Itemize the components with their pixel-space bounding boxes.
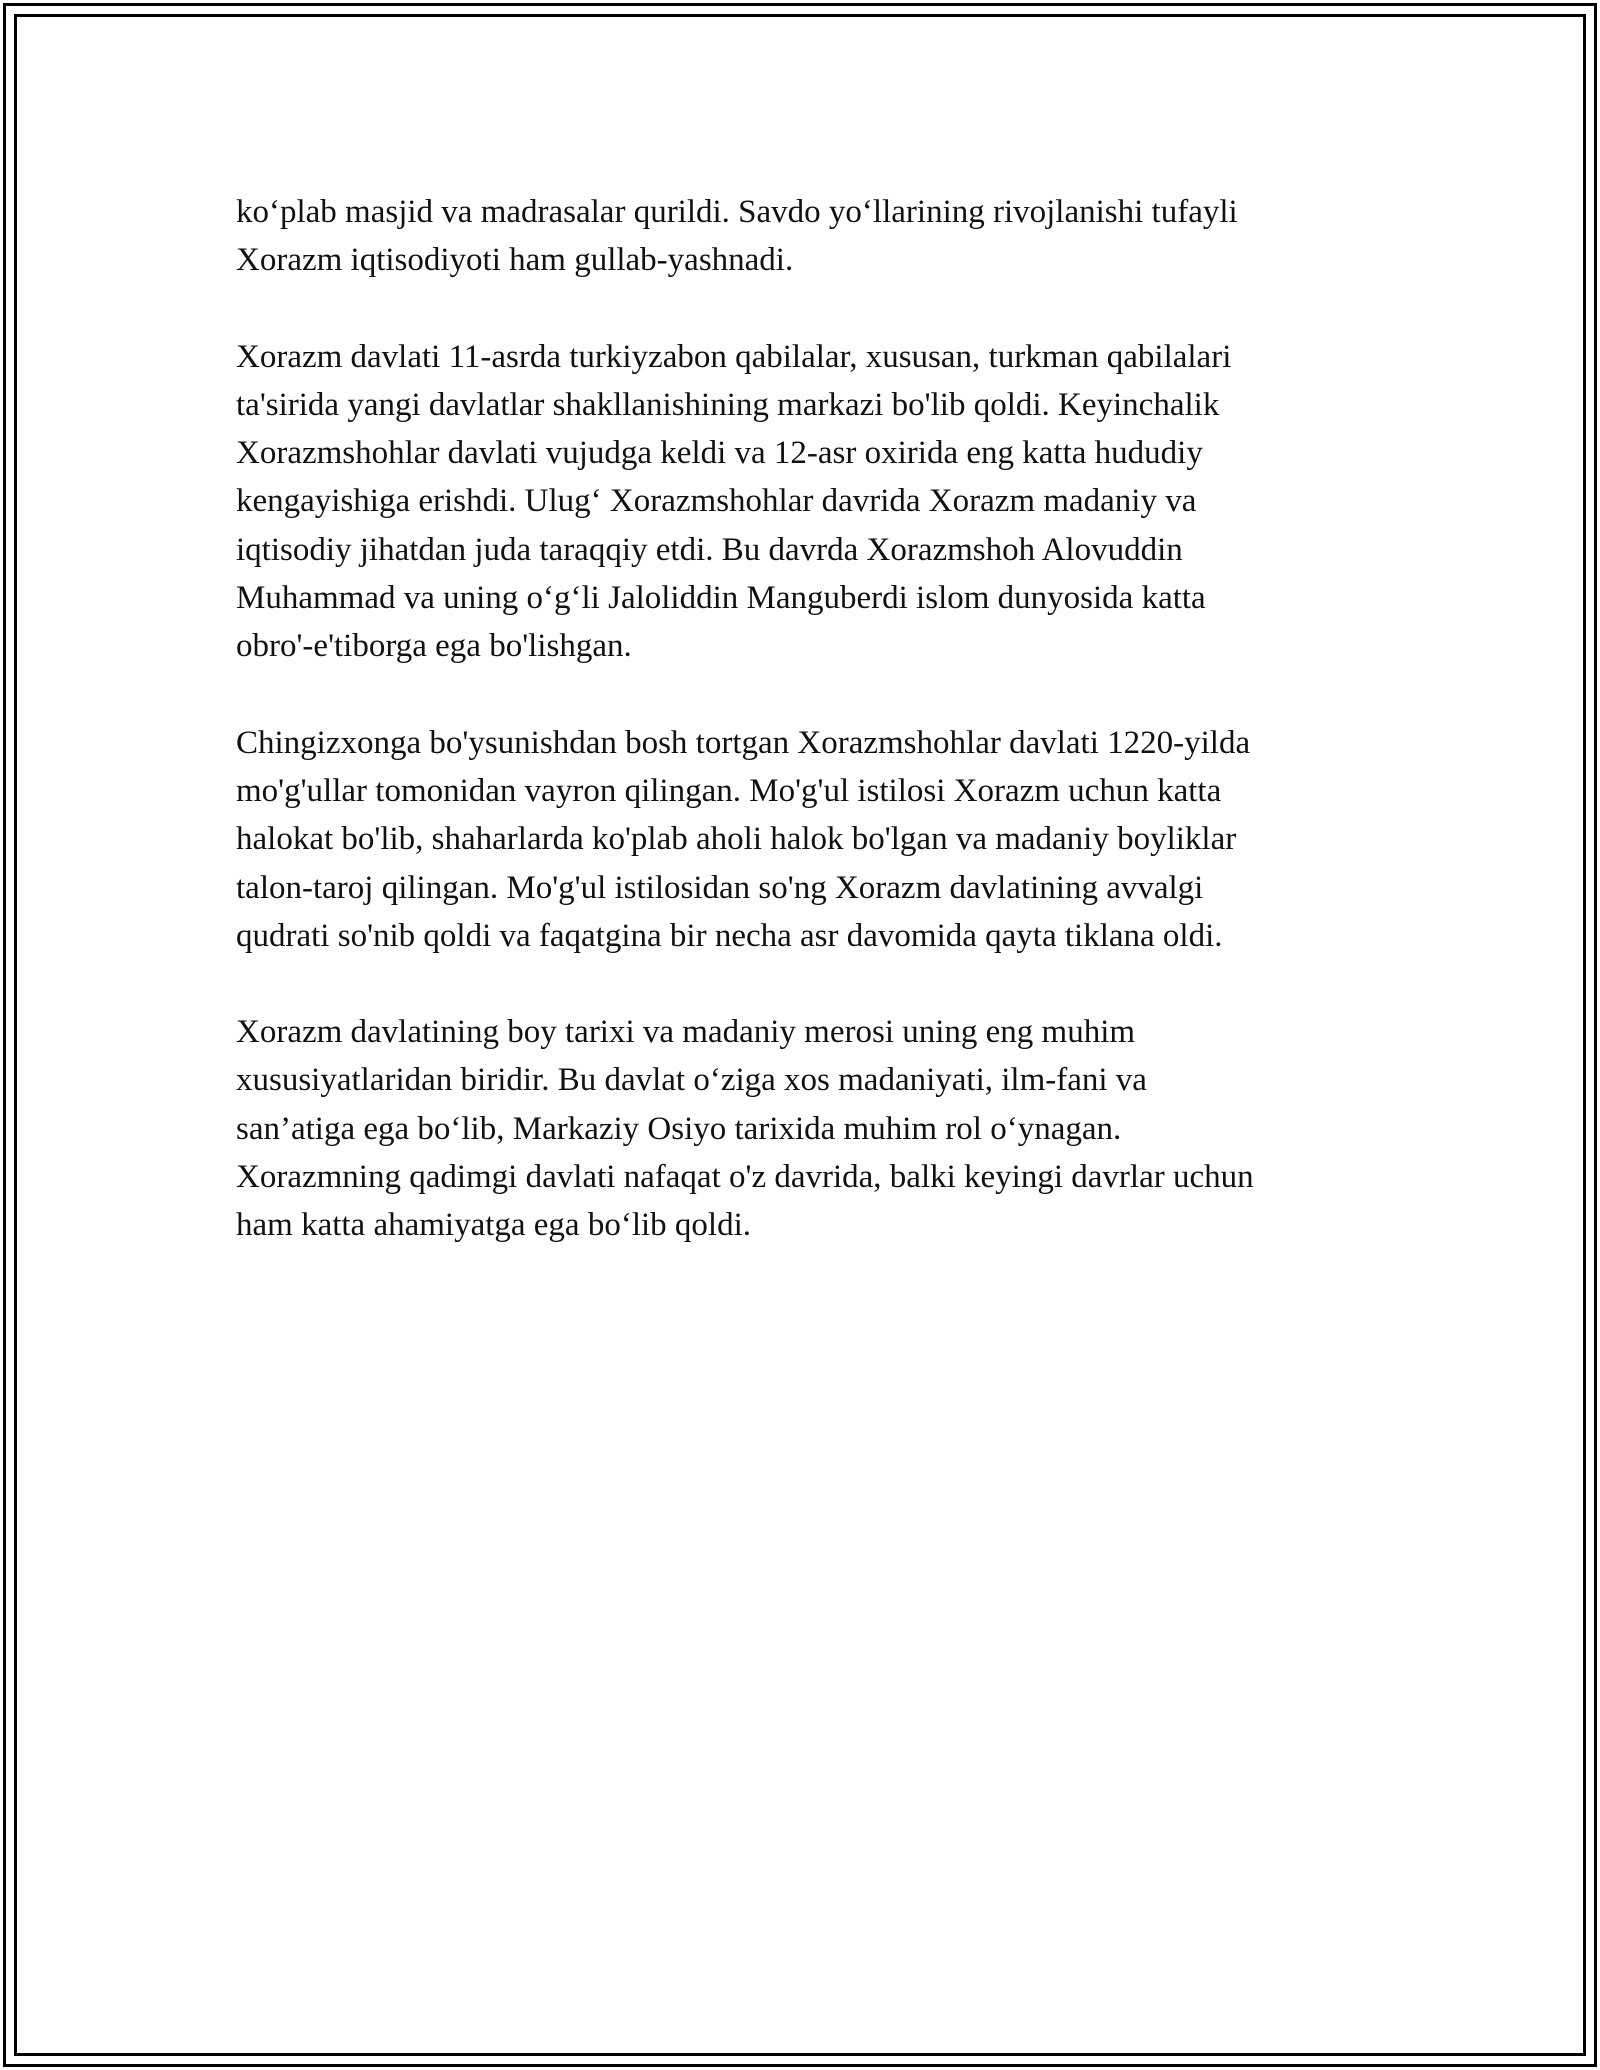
text-line: san’atiga ega bo‘lib, Markaziy Osiyo tarixida muhim rol o‘ynagan. xyxy=(236,1110,1122,1147)
paragraph-2 xyxy=(236,333,1396,671)
text-line: talon-taroj qilingan. Mo'g'ul istilosidan so'ng Xorazm davlatining avvalgi xyxy=(236,869,1204,906)
text-line: ham katta ahamiyatga ega bo‘lib qoldi. xyxy=(236,1207,751,1244)
text-line: Xorazmshohlar davlati vujudga keldi va 12-asr oxirida eng katta hududiy xyxy=(236,435,1203,472)
paragraph-4 xyxy=(236,1008,1396,1249)
text-line: Xorazm iqtisodiyoti ham gullab-yashnadi. xyxy=(236,242,794,279)
text-line: iqtisodiy jihatdan juda taraqqiy etdi. Bu davrda Xorazmshoh Alovuddin xyxy=(236,531,1183,568)
text-line: obro'-e'tiborga ega bo'lishgan. xyxy=(236,628,632,665)
text-line: halokat bo'lib, shaharlarda ko'plab aholi halok bo'lgan va madaniy boyliklar xyxy=(236,821,1237,858)
text-line: qudrati so'nib qoldi va faqatgina bir necha asr davomida qayta tiklana oldi. xyxy=(236,917,1223,954)
text-line: Xorazmning qadimgi davlati nafaqat o'z davrida, balki keyingi davrlar uchun xyxy=(236,1159,1254,1196)
text-line: mo'g'ullar tomonidan vayron qilingan. Mo'g'ul istilosi Xorazm uchun katta xyxy=(236,772,1222,809)
text-line: Xorazm davlatining boy tarixi va madaniy merosi uning eng muhim xyxy=(236,1014,1136,1051)
document-body xyxy=(236,188,1396,1298)
paragraph-3 xyxy=(236,719,1396,960)
paragraph-1 xyxy=(236,188,1396,285)
text-line: kengayishiga erishdi. Ulug‘ Xorazmshohlar davrida Xorazm madaniy va xyxy=(236,483,1197,520)
text-line: xususiyatlaridan biridir. Bu davlat o‘ziga xos madaniyati, ilm-fani va xyxy=(236,1062,1147,1099)
text-line: Xorazm davlati 11-asrda turkiyzabon qabilalar, xususan, turkman qabilalari xyxy=(236,338,1232,375)
text-line: ko‘plab masjid va madrasalar qurildi. Savdo yo‘llarining rivojlanishi tufayli xyxy=(236,194,1238,230)
text-line: ta'sirida yangi davlatlar shakllanishining markazi bo'lib qoldi. Keyinchalik xyxy=(236,386,1220,423)
text-line: Muhammad va uning o‘g‘li Jaloliddin Manguberdi islom dunyosida katta xyxy=(236,580,1206,617)
text-line: Chingizxonga bo'ysunishdan bosh tortgan Xorazmshohlar davlati 1220-yilda xyxy=(236,724,1251,761)
